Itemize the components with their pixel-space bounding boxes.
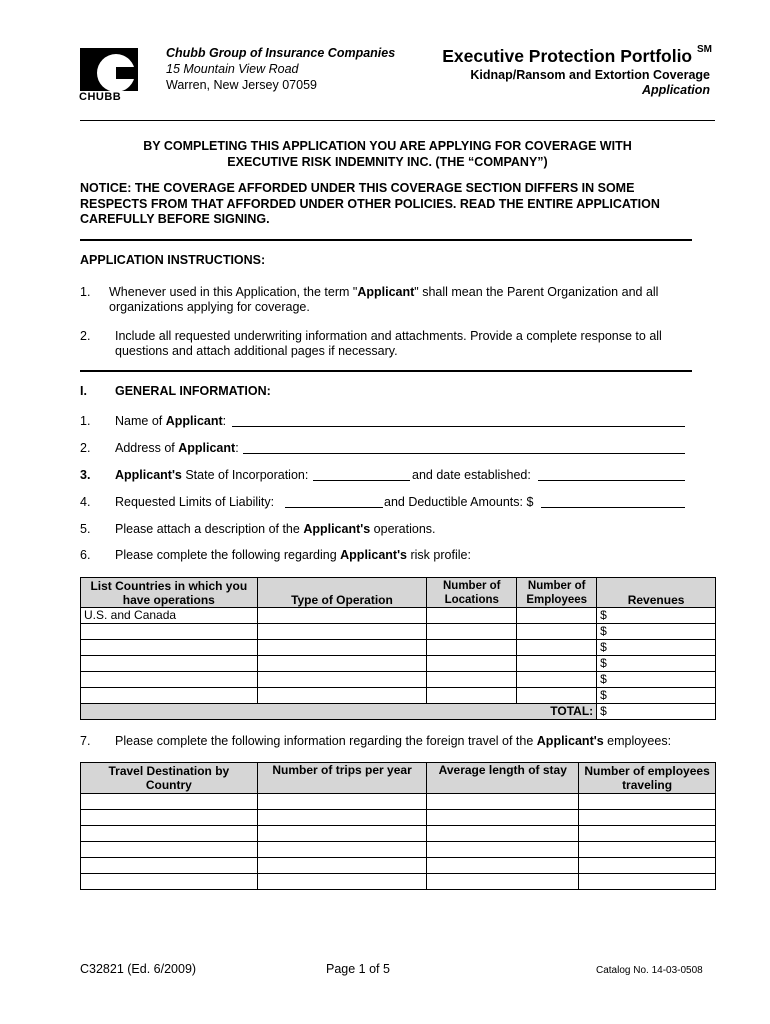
- service-mark: SM: [697, 44, 712, 55]
- col-destination: Travel Destination by Country: [81, 763, 258, 794]
- section-1-heading: GENERAL INFORMATION:: [115, 384, 271, 398]
- instruction-2-text: Include all requested underwriting information and attachments. Provide a complete response to all: [115, 329, 662, 343]
- company-name: Chubb Group of Insurance Companies: [166, 46, 396, 60]
- employees-cell[interactable]: [517, 608, 597, 624]
- q1-label: [115, 414, 226, 428]
- q7-label: [115, 734, 671, 748]
- section-divider-2: [80, 370, 692, 372]
- q7-post: employees:: [603, 734, 672, 748]
- q2-label: [115, 441, 239, 455]
- operation-cell[interactable]: [257, 608, 427, 624]
- country-cell[interactable]: [81, 672, 258, 688]
- country-cell[interactable]: [81, 688, 258, 704]
- q2-term: Applicant: [178, 441, 236, 455]
- total-revenue-cell[interactable]: $: [597, 704, 716, 720]
- q6-term: Applicant's: [340, 548, 408, 562]
- doc-type: Application: [641, 83, 710, 97]
- locations-cell[interactable]: [427, 688, 517, 704]
- revenue-cell[interactable]: $: [597, 656, 716, 672]
- q5-num: 5.: [80, 522, 91, 536]
- instruction-1-num: 1.: [80, 285, 91, 299]
- revenue-cell[interactable]: $: [597, 640, 716, 656]
- table-row: [81, 608, 716, 624]
- destination-cell[interactable]: [81, 810, 258, 826]
- table-row: [81, 640, 716, 656]
- intro-text: [80, 138, 695, 170]
- col-locations: Number of Locations: [427, 578, 517, 608]
- employees-cell[interactable]: [517, 624, 597, 640]
- traveling-cell[interactable]: [579, 826, 716, 842]
- table-row: [81, 656, 716, 672]
- date-established-field[interactable]: [538, 469, 685, 481]
- col-employees: Number of Employees: [517, 578, 597, 608]
- q5-label: [115, 522, 436, 536]
- applicant-address-field[interactable]: [243, 442, 685, 454]
- q2-pre: Address of: [115, 441, 179, 455]
- revenue-cell[interactable]: $: [597, 672, 716, 688]
- q3-term: Applicant's: [115, 468, 182, 482]
- country-cell-first[interactable]: U.S. and Canada: [81, 608, 258, 624]
- table-row: [81, 672, 716, 688]
- employees-cell[interactable]: [517, 672, 597, 688]
- instructions-heading: APPLICATION INSTRUCTIONS:: [80, 253, 266, 267]
- intro-line-1: BY COMPLETING THIS APPLICATION YOU ARE APPLYING FOR COVERAGE WITH: [143, 139, 632, 153]
- logo-wordmark: CHUBB: [79, 91, 122, 103]
- locations-cell[interactable]: [427, 640, 517, 656]
- country-cell[interactable]: [81, 656, 258, 672]
- section-1-num: I.: [80, 384, 87, 398]
- intro-line-2: EXECUTIVE RISK INDEMNITY INC. (THE “COMPANY”): [227, 155, 548, 169]
- q1-post: :: [222, 414, 227, 428]
- length-cell[interactable]: [427, 874, 579, 890]
- q6-label: [115, 548, 471, 562]
- q1-pre: Name of: [115, 414, 166, 428]
- traveling-cell[interactable]: [579, 858, 716, 874]
- destination-cell[interactable]: [81, 874, 258, 890]
- trips-cell[interactable]: [257, 794, 427, 810]
- instruction-1-post: " shall mean the Parent Organization and all: [414, 285, 659, 299]
- length-cell[interactable]: [427, 842, 579, 858]
- table-row: [81, 810, 716, 826]
- form-number: C32821 (Ed. 6/2009): [80, 962, 197, 976]
- q2-num: 2.: [80, 441, 91, 455]
- col-operation: Type of Operation: [257, 578, 427, 608]
- q5-post: operations.: [370, 522, 436, 536]
- chubb-c-icon: [90, 50, 138, 96]
- total-row: [81, 704, 716, 720]
- table-row: [81, 624, 716, 640]
- q5-pre: Please attach a description of the: [115, 522, 304, 536]
- table-row: [81, 874, 716, 890]
- traveling-cell[interactable]: [579, 810, 716, 826]
- length-cell[interactable]: [427, 826, 579, 842]
- q6-post: risk profile:: [407, 548, 471, 562]
- locations-cell[interactable]: [427, 672, 517, 688]
- locations-cell[interactable]: [427, 624, 517, 640]
- table-row: [81, 794, 716, 810]
- destination-cell[interactable]: [81, 858, 258, 874]
- employees-cell[interactable]: [517, 656, 597, 672]
- trips-cell[interactable]: [257, 874, 427, 890]
- trips-cell[interactable]: [257, 842, 427, 858]
- coverage-subtitle: Kidnap/Ransom and Extortion Coverage: [470, 68, 710, 82]
- header-divider: [80, 120, 715, 121]
- q3-num: 3.: [80, 468, 91, 482]
- q3-label: [115, 468, 308, 482]
- q1-num: 1.: [80, 414, 91, 428]
- state-of-incorporation-field[interactable]: [313, 469, 410, 481]
- page-number: Page 1 of 5: [326, 962, 390, 976]
- col-countries: List Countries in which you have operations: [81, 578, 258, 608]
- q4-deductible-label: and Deductible Amounts: $: [384, 495, 534, 509]
- col-employees-traveling: Number of employees traveling: [579, 763, 716, 794]
- col-length: Average length of stay: [427, 763, 579, 794]
- destination-cell[interactable]: [81, 794, 258, 810]
- notice-text: NOTICE: THE COVERAGE AFFORDED UNDER THIS COVERAGE SECTION DIFFERS IN SOME RESPECTS FROM THAT AFFORDED UNDER OTHER POLICIES. READ THE ENTIRE APPLICATION CAREFULLY BEFORE SIGNING.: [80, 181, 660, 226]
- q4-label: Requested Limits of Liability:: [115, 495, 275, 509]
- q3-mid: State of Incorporation:: [181, 468, 309, 482]
- q7-term: Applicant's: [536, 734, 604, 748]
- traveling-cell[interactable]: [579, 874, 716, 890]
- table-row: [81, 826, 716, 842]
- operation-cell[interactable]: [257, 640, 427, 656]
- total-label: TOTAL:: [81, 704, 597, 720]
- employees-cell[interactable]: [517, 688, 597, 704]
- section-divider-1: [80, 239, 692, 241]
- traveling-cell[interactable]: [579, 794, 716, 810]
- street-address: 15 Mountain View Road: [166, 62, 299, 76]
- revenue-cell[interactable]: $: [597, 624, 716, 640]
- destination-cell[interactable]: [81, 842, 258, 858]
- deductible-field[interactable]: [541, 496, 685, 508]
- traveling-cell[interactable]: [579, 842, 716, 858]
- instruction-2-line2: questions and attach additional pages if necessary.: [115, 344, 398, 358]
- operation-cell[interactable]: [257, 624, 427, 640]
- city-state: Warren, New Jersey 07059: [166, 78, 317, 92]
- q4-num: 4.: [80, 495, 91, 509]
- instruction-2-num: 2.: [80, 329, 91, 343]
- country-cell[interactable]: [81, 640, 258, 656]
- risk-profile-table: [80, 577, 716, 720]
- catalog-number: Catalog No. 14-03-0508: [596, 965, 703, 976]
- instruction-1: [109, 285, 689, 315]
- locations-cell[interactable]: [427, 608, 517, 624]
- limits-of-liability-field[interactable]: [285, 496, 383, 508]
- table-row: [81, 858, 716, 874]
- revenue-cell[interactable]: $: [597, 688, 716, 704]
- q7-pre: Please complete the following information regarding the foreign travel of the: [115, 734, 537, 748]
- table-row: [81, 688, 716, 704]
- page-title: [442, 46, 712, 67]
- operation-cell[interactable]: [257, 672, 427, 688]
- length-cell[interactable]: [427, 794, 579, 810]
- instruction-1-pre: Whenever used in this Application, the term ": [109, 285, 358, 299]
- foreign-travel-table: [80, 762, 716, 890]
- applicant-name-field[interactable]: [232, 415, 685, 427]
- trips-cell[interactable]: [257, 810, 427, 826]
- col-trips: Number of trips per year: [257, 763, 427, 794]
- locations-cell[interactable]: [427, 656, 517, 672]
- length-cell[interactable]: [427, 810, 579, 826]
- company-address: [166, 45, 395, 93]
- risk-profile-header-row: [81, 578, 716, 608]
- table-row: [81, 842, 716, 858]
- operation-cell[interactable]: [257, 688, 427, 704]
- trips-cell[interactable]: [257, 858, 427, 874]
- travel-header-row: [81, 763, 716, 794]
- instruction-1-term: Applicant: [357, 285, 415, 299]
- destination-cell[interactable]: [81, 826, 258, 842]
- q1-term: Applicant: [165, 414, 223, 428]
- country-cell[interactable]: [81, 624, 258, 640]
- length-cell[interactable]: [427, 858, 579, 874]
- operation-cell[interactable]: [257, 656, 427, 672]
- instruction-1-line2: organizations applying for coverage.: [109, 300, 310, 314]
- q6-pre: Please complete the following regarding: [115, 548, 341, 562]
- col-revenues: Revenues: [597, 578, 716, 608]
- q3-date-label: and date established:: [412, 468, 531, 482]
- revenue-cell[interactable]: $: [597, 608, 716, 624]
- instruction-2: [115, 329, 695, 359]
- trips-cell[interactable]: [257, 826, 427, 842]
- q5-term: Applicant's: [303, 522, 371, 536]
- q6-num: 6.: [80, 548, 91, 562]
- q7-num: 7.: [80, 734, 91, 748]
- employees-cell[interactable]: [517, 640, 597, 656]
- title-text: Executive Protection Portfolio: [442, 46, 693, 66]
- q2-post: :: [235, 441, 239, 455]
